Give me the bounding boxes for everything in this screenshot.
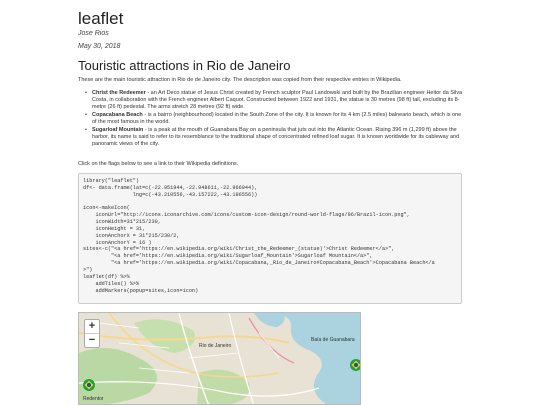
zoom-out-button[interactable]: − (85, 333, 99, 347)
code-line: iconHeight = 31, (83, 225, 146, 232)
attraction-desc: - an Art Deco statue of Jesus Christ created by French sculptor Paul Landowski and built by the Brazilian engineer Heitor da Silva Costa, in collaboration with the French engineer Albert Caquot. Constructed between 1922 and 1931, the statue is 30 metres (98 ft) tall, excluding its 8-metre (26 ft) pedestal. The arms stretch 28 metres (92 ft) wide. (92, 90, 463, 110)
code-line: sites<-c("<a href='https://en.wikipedia.org/wiki/Christ_the_Redeemer_(statue)'>Christ Redeemer</a>", (83, 246, 395, 253)
list-item (85, 127, 465, 148)
click-instructions: Click on the flags below to see a link to their Wikipedia definitions. (78, 161, 239, 167)
attraction-name: Copacabana Beach (92, 112, 143, 118)
map-label-bay: Baía de Guanabara (311, 337, 355, 343)
flag-graphic (83, 379, 95, 391)
intro-paragraph: These are the main touristic attraction in Rio de de Janeiro city. The description was copied from their respective entries in Wikipedia. (78, 77, 402, 83)
code-line: addTiles() %>% (83, 280, 140, 287)
list-item (85, 112, 465, 126)
code-line: library("leaflet") (83, 178, 140, 184)
doc-title: leaflet (78, 9, 124, 28)
map-label-bottom: Redentor (83, 396, 104, 402)
code-line: icon<-makeIcon( (83, 205, 130, 212)
flag-graphic (350, 359, 361, 371)
code-line: lng=c(-43.210556,-43.157222,-43.186556)) (83, 191, 258, 198)
list-item (85, 90, 465, 111)
code-line: >") (83, 266, 93, 273)
zoom-control (84, 319, 100, 348)
code-line: addMarkers(popup=sites,icon=icon) (83, 287, 199, 294)
attraction-desc: - is a bairro (neighbourhood) located in the South Zone of the city. It is known for its 4 km (2.5 miles) balneario beach, which is one of the most famous in the world. (92, 112, 462, 125)
leaflet-map[interactable] (78, 312, 361, 405)
code-block (78, 173, 462, 304)
code-line: "<a href='https://en.wikipedia.org/wiki/Sugarloaf_Mountain'>Sugarloaf Mountain</a>", (83, 253, 373, 260)
doc-date: May 30, 2018 (78, 43, 121, 50)
code-line: leaflet(df) %>% (83, 273, 130, 280)
attraction-name: Sugarloaf Mountain (92, 127, 144, 133)
doc-author: Jose Rios (78, 30, 109, 37)
attractions-list (85, 90, 465, 149)
code-line: "<a href='https://en.wikipedia.org/wiki/Copacabana,_Rio_de_Janeiro#Copacabana_Beach'>Copacabana Beach</a (83, 260, 435, 267)
map-tiles (79, 313, 361, 405)
zoom-in-button[interactable]: + (88, 320, 96, 332)
code-line: iconAnchorY = 16 ) (83, 239, 152, 246)
brazil-flag-icon[interactable] (83, 379, 95, 391)
map-label-city: Rio de Janeiro (199, 343, 232, 349)
brazil-flag-icon[interactable] (350, 359, 361, 371)
code-line: df<- data.frame(lat=c(-22.951944,-22.948611,-22.966944), (83, 184, 258, 191)
attraction-desc: - is a peak at the mouth of Guanabara Bay on a peninsula that juts out into the Atlantic Ocean. Rising 396 m (1,299 ft) above the harbor, its name is said to refer to its resemblance to the traditional shape of concentrated refined loaf sugar. It is known worldwide for its cableway and panoramic views of the city. (92, 127, 460, 147)
code-line: iconUrl="http://icons.iconarchive.com/icons/custom-icon-design/round-world-flags/96/Brazil-icon.png", (83, 212, 410, 219)
code-line: iconWidth=31*215/230, (83, 219, 161, 226)
code-line: iconAnchorX = 31*215/230/2, (83, 232, 180, 239)
attraction-name: Christ the Redeemer (92, 90, 146, 96)
section-title: Touristic attractions in Rio de Janeiro (78, 58, 291, 73)
